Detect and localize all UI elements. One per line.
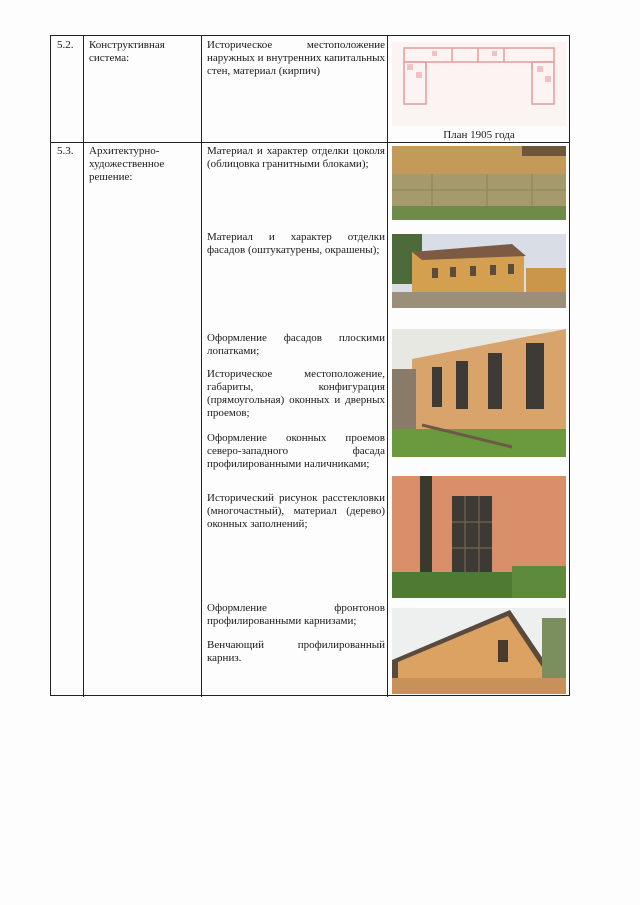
facade-photo — [392, 234, 566, 308]
column-divider — [83, 36, 84, 697]
pilasters-photo — [392, 329, 566, 457]
row-item: Историческое местоположение, габариты, конфигурация (прямоугольная) оконных и дверных проемов; — [207, 368, 385, 419]
window-photo — [392, 476, 566, 598]
row-divider — [51, 142, 569, 143]
row-item: Материал и характер отделки фасадов (оштукатурены, окрашены); — [207, 231, 385, 256]
row-item: Оформление оконных проемов северо-западного фасада профилированными наличниками; — [207, 432, 385, 470]
heritage-table — [50, 35, 570, 696]
row-number: 5.2. — [57, 39, 74, 51]
row-item: Оформление фасадов плоскими лопатками; — [207, 332, 385, 357]
row-number: 5.3. — [57, 145, 74, 157]
column-divider — [387, 36, 388, 697]
row-item: Оформление фронтонов профилированными карнизами; — [207, 602, 385, 627]
plan-caption: План 1905 года — [443, 129, 515, 141]
row-item: Венчающий профилированный карниз. — [207, 639, 385, 664]
pediment-photo — [392, 608, 566, 694]
row-item: Историческое местоположение наружных и внутренних капитальных стен, материал (кирпич) — [207, 39, 385, 77]
floor-plan-1905-image — [392, 42, 566, 126]
row-title: Конструктивная система: — [89, 39, 165, 64]
plinth-photo — [392, 146, 566, 220]
row-title: Архитектурно-художественное решение: — [89, 145, 165, 183]
column-divider — [201, 36, 202, 697]
row-item: Исторический рисунок расстекловки (многочастный), материал (дерево) оконных заполнений; — [207, 492, 385, 530]
row-item: Материал и характер отделки цоколя (облицовка гранитными блоками); — [207, 145, 385, 170]
